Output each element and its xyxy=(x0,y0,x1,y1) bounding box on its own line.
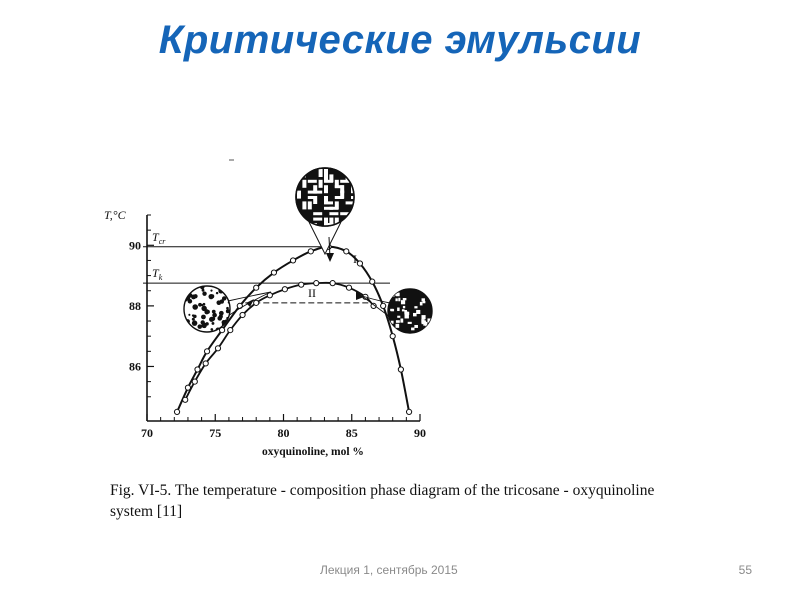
data-point xyxy=(314,281,319,286)
data-point xyxy=(299,282,304,287)
page-number: 55 xyxy=(738,563,752,577)
data-point xyxy=(174,409,179,414)
y-axis-label: T,°C xyxy=(104,208,126,222)
reference-lines xyxy=(143,230,390,303)
data-point xyxy=(183,397,188,402)
inset-bicontinuous xyxy=(290,162,360,254)
inset-dark-droplets xyxy=(183,285,271,333)
data-point xyxy=(398,367,403,372)
data-point xyxy=(185,385,190,390)
y-tick-label: 88 xyxy=(129,298,141,313)
data-point xyxy=(357,261,362,266)
x-tick-label: 75 xyxy=(209,426,222,440)
data-point xyxy=(254,285,259,290)
data-point xyxy=(344,249,349,254)
x-tick-label: 70 xyxy=(141,426,153,440)
data-point xyxy=(290,258,295,263)
data-point xyxy=(346,285,351,290)
data-point xyxy=(390,334,395,339)
data-point xyxy=(215,346,220,351)
slide-title: Критические эмульсии xyxy=(158,18,642,62)
series-label-I: I xyxy=(353,252,357,266)
x-tick-label: 80 xyxy=(277,426,290,440)
figure-caption: Fig. VI-5. The temperature - composition phase diagram of the tricosane - oxyquinoline system [11] xyxy=(110,482,655,520)
data-point xyxy=(195,367,200,372)
ref-line-label: $T_{cr}$ xyxy=(152,229,166,246)
footer-text: Лекция 1, сентябрь 2015 xyxy=(320,563,458,577)
series-label-II: II xyxy=(308,286,316,300)
ref-line-label: $T_k$ xyxy=(152,266,163,283)
data-point xyxy=(204,349,209,354)
data-point xyxy=(308,249,313,254)
data-point xyxy=(203,361,208,366)
data-point xyxy=(240,312,245,317)
data-point xyxy=(254,300,259,305)
x-tick-label: 90 xyxy=(414,426,426,440)
y-tick-label: 90 xyxy=(129,238,141,253)
data-point xyxy=(228,328,233,333)
data-point xyxy=(381,303,386,308)
inset-light-droplets xyxy=(362,289,432,333)
data-point xyxy=(282,287,287,292)
y-tick-label: 86 xyxy=(129,359,141,374)
axis-ticks xyxy=(129,215,426,440)
x-tick-label: 85 xyxy=(345,426,358,440)
x-axis-label: oxyquinoline, mol % xyxy=(262,446,364,458)
data-point xyxy=(330,281,335,286)
data-point xyxy=(370,279,375,284)
data-point xyxy=(271,270,276,275)
data-point xyxy=(406,409,411,414)
data-point xyxy=(192,379,197,384)
